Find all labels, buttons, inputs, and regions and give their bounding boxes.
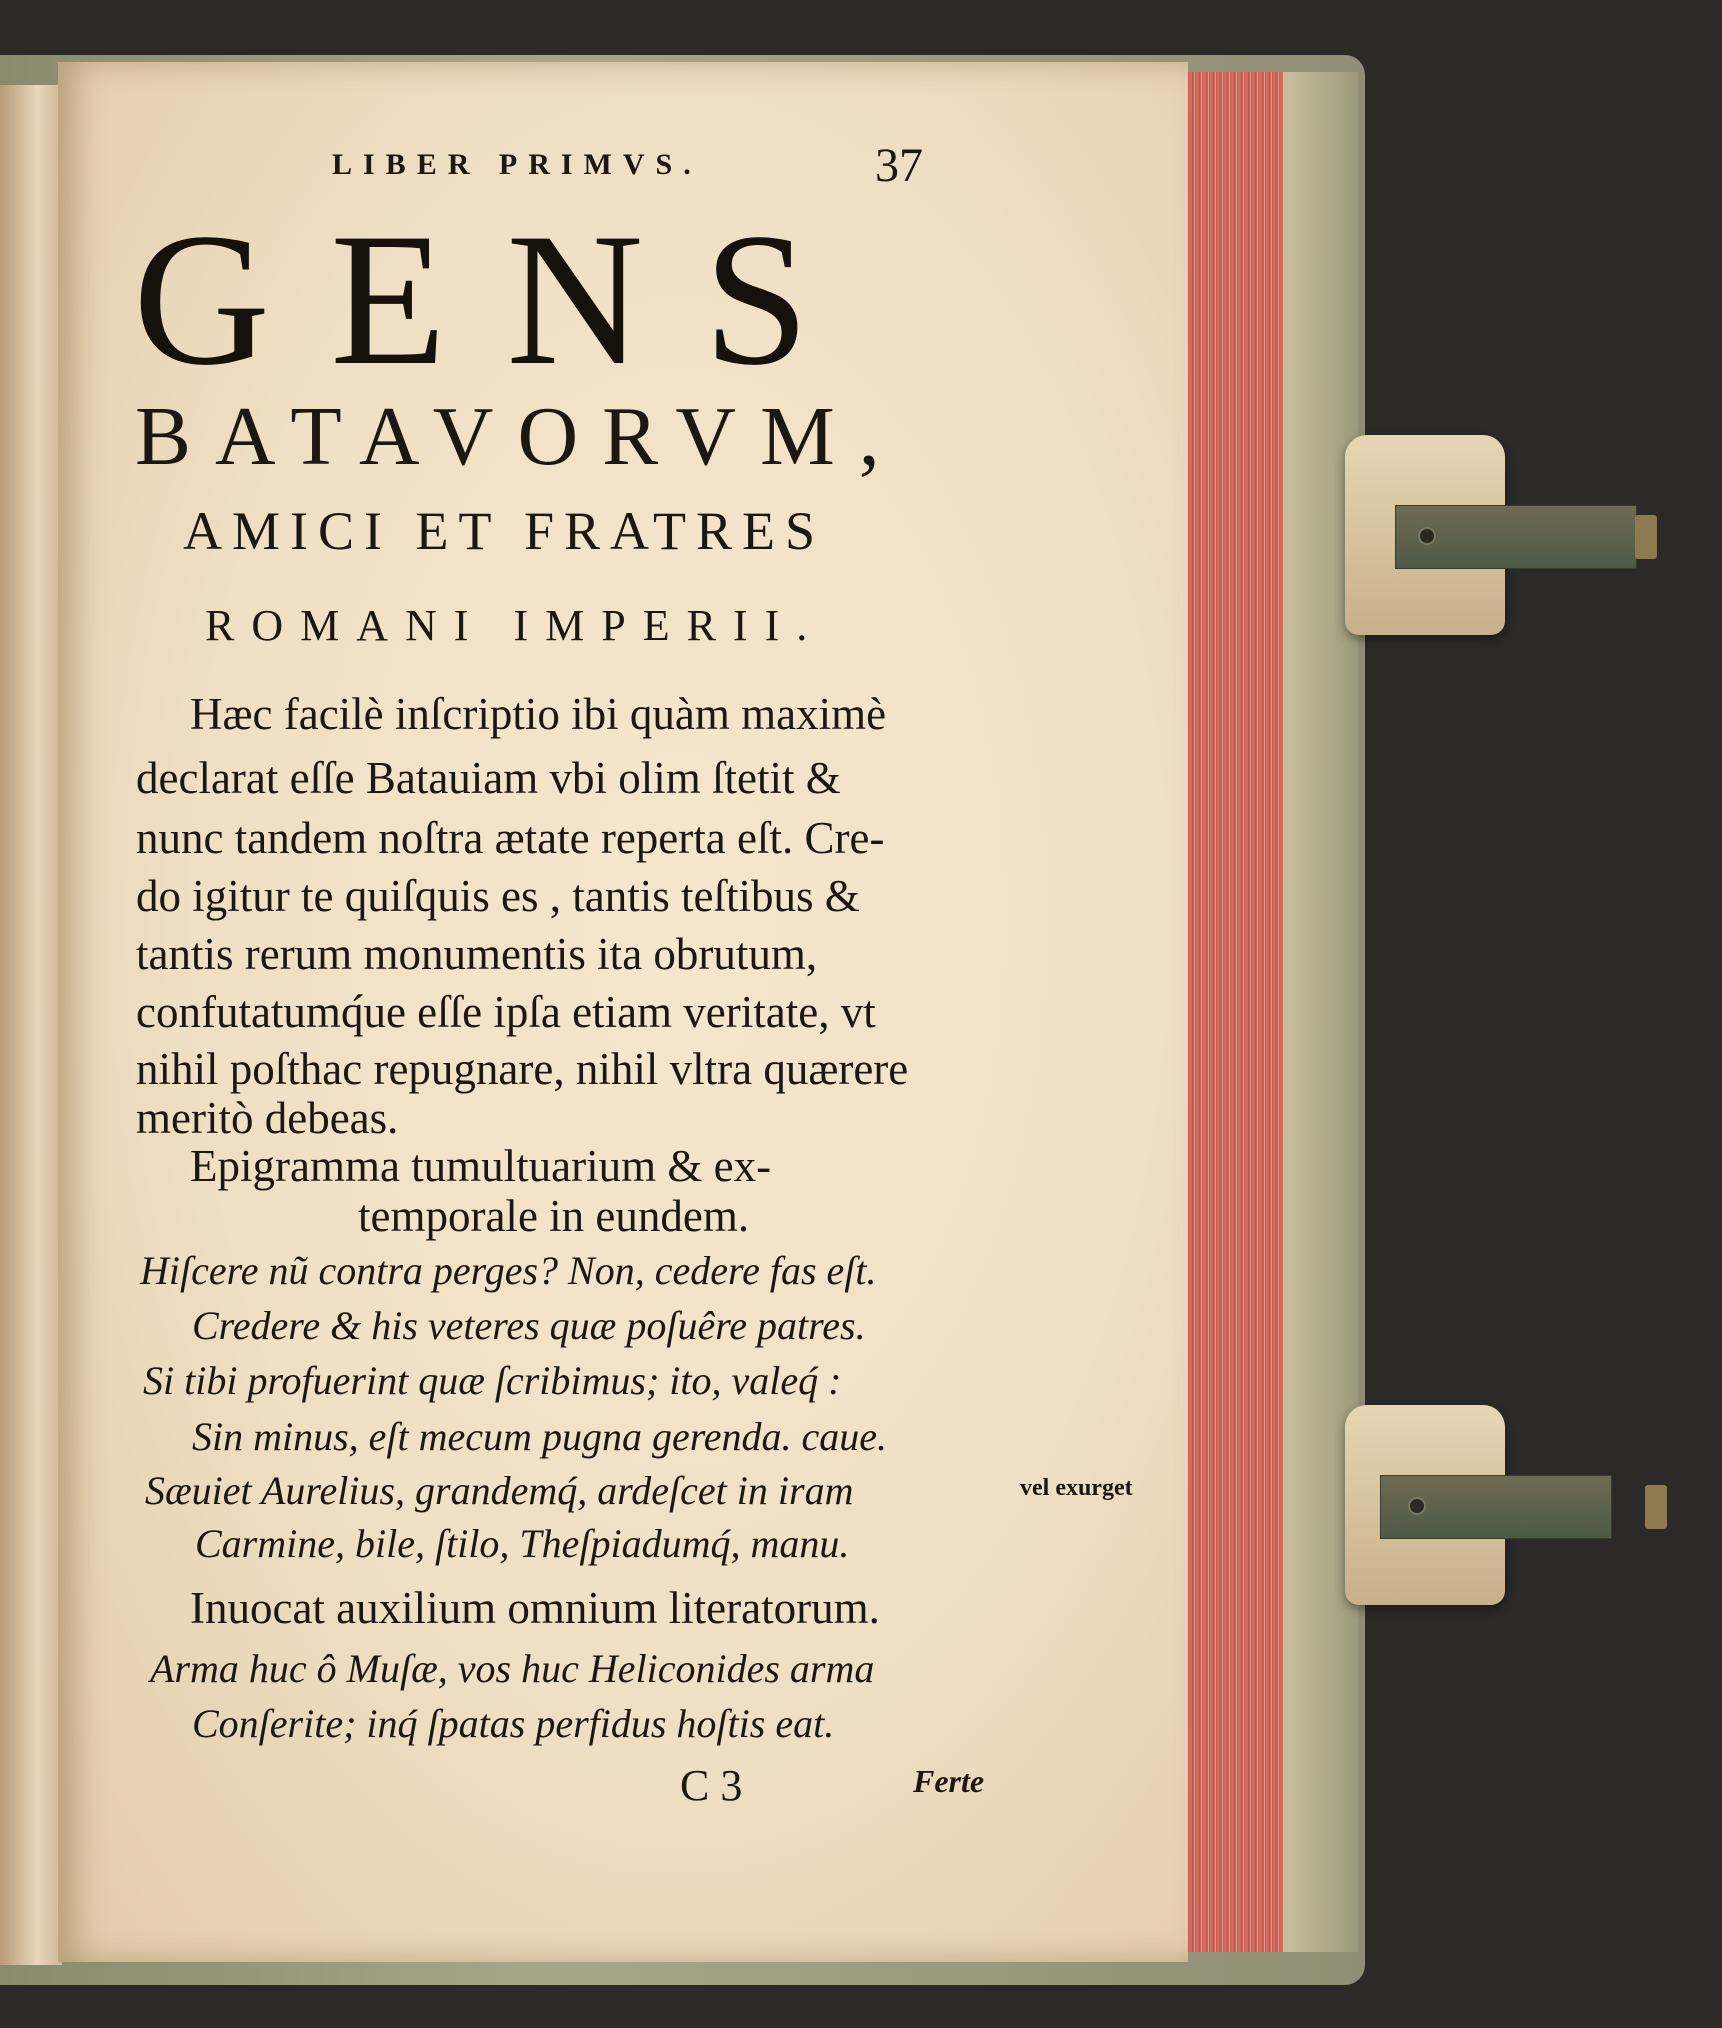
catchword: Ferte [913, 1763, 985, 1799]
lower-clasp [1345, 1405, 1505, 1605]
left-page-edge [0, 85, 62, 1965]
upper-clasp-rivet [1418, 527, 1436, 545]
body-line: nunc tandem noſtra ætate reperta eſt. Cre- [136, 813, 885, 863]
verse-line: Carmine, bile, ſtilo, Theſpiadumq́, manu. [195, 1521, 850, 1566]
verse-line: Credere & his veteres quæ poſuêre patres. [192, 1303, 866, 1348]
verse-line: Sin minus, eſt mecum pugna gerenda. caue. [192, 1414, 888, 1459]
body-line: do igitur te quiſquis es , tantis teſtibus & [136, 871, 860, 921]
epigram-heading: Epigramma tumultuarium & ex- [190, 1141, 772, 1191]
margin-note: vel exurget [1020, 1475, 1133, 1501]
verse-line: Arma huc ô Muſæ, vos huc Heliconides arma [150, 1646, 875, 1691]
title-romani: ROMANI IMPERII. [205, 601, 825, 650]
upper-clasp [1345, 435, 1505, 635]
title-gens: GENS [133, 195, 870, 405]
page-edges-red [1188, 72, 1283, 1952]
body-line: nihil poſthac repugnare, nihil vltra quærere [136, 1044, 909, 1094]
lower-clasp-rivet [1408, 1497, 1426, 1515]
verse-line: Sæuiet Aurelius, grandemq́, ardeſcet in iram [145, 1468, 854, 1513]
verse-line: Hiſcere nũ contra perges? Non, cedere fas eſt. [140, 1248, 877, 1293]
upper-clasp-tab [1635, 515, 1657, 559]
signature-mark: C 3 [680, 1761, 743, 1810]
epigram-heading-cont: temporale in eundem. [358, 1191, 750, 1241]
cover-edge [1283, 72, 1358, 1952]
body-line: confutatumq́ue eſſe ipſa etiam veritate, vt [136, 987, 876, 1037]
body-line: tantis rerum monumentis ita obrutum, [136, 929, 818, 979]
body-line: declarat eſſe Batauiam vbi olim ſtetit & [136, 753, 841, 803]
verse-line: Si tibi profuerint quæ ſcribimus; ito, valeq́ : [143, 1358, 842, 1403]
verse-line: Conſerite; inq́ ſpatas perfidus hoſtis eat. [192, 1701, 835, 1746]
page-number: 37 [875, 139, 923, 192]
running-head: LIBER PRIMVS. [332, 148, 702, 181]
title-amici: AMICI ET FRATRES [183, 501, 826, 561]
body-line: meritò debeas. [136, 1093, 399, 1143]
lower-clasp-tab [1645, 1485, 1667, 1529]
invocation-heading: Inuocat auxilium omnium literatorum. [190, 1583, 880, 1633]
title-batavorum: BATAVORVM, [135, 390, 904, 483]
body-line: Hæc facilè inſcriptio ibi quàm maximè [190, 689, 887, 739]
